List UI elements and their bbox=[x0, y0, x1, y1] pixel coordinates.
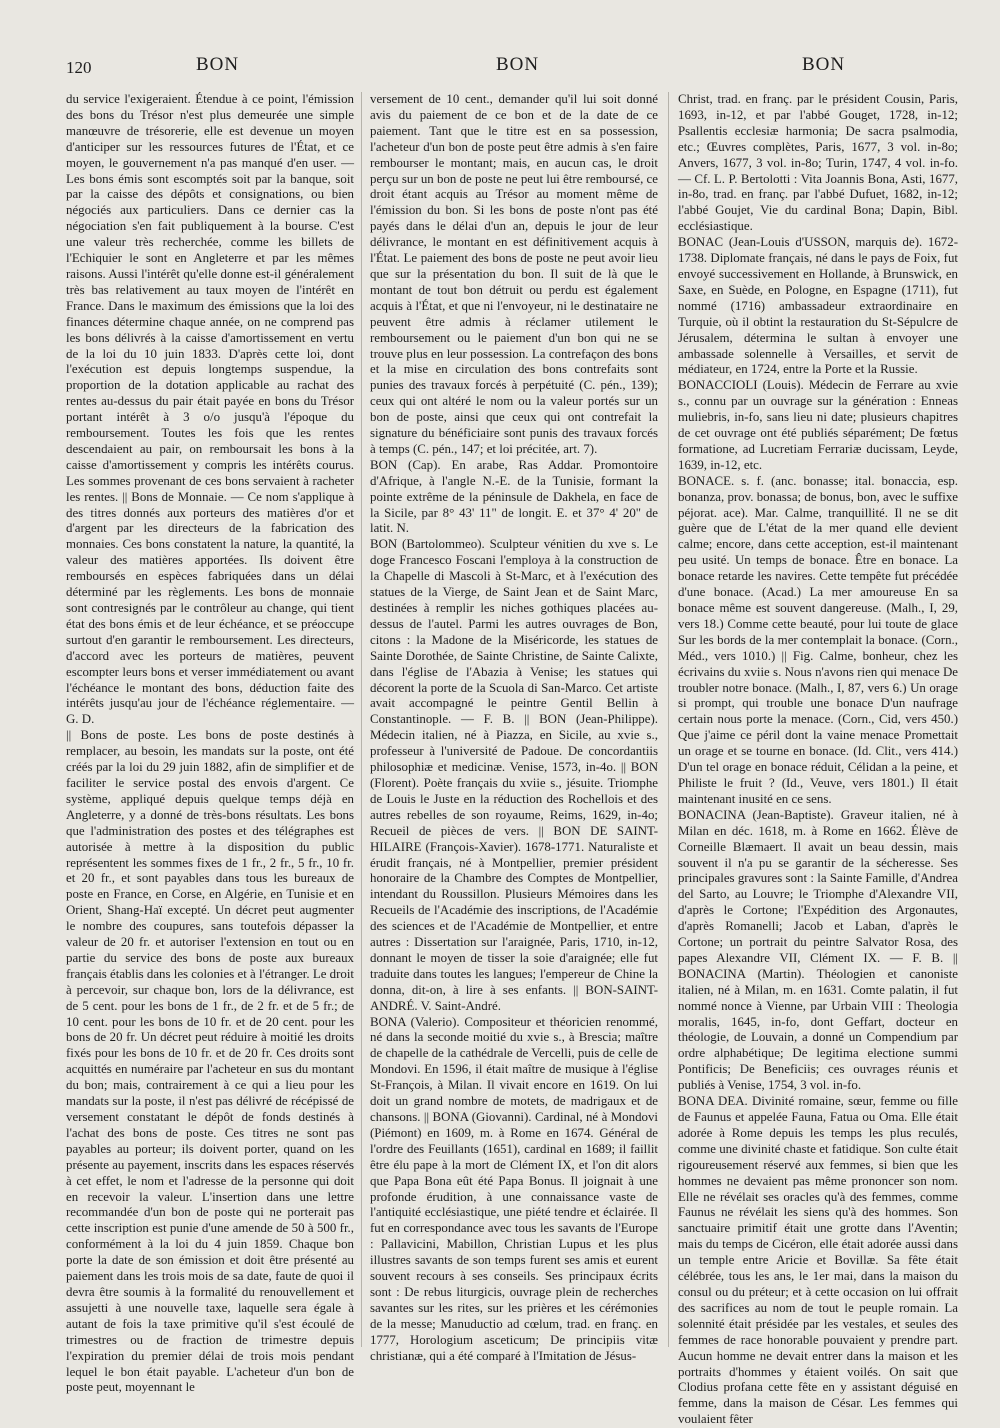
text-column-left bbox=[66, 92, 354, 1395]
page-number: 120 bbox=[66, 58, 92, 77]
paragraph: du service l'exigeraient. Étendue à ce point, l'émission des bons du Trésor n'est plus demeurée une simple manœuvre de trésorerie, elle est devenue un moyen d'anticiper sur les ressources futures de l'État, et ce moyen, le gouvernement n'a pas manqué d'en user. — Les bons émis sont escomptés soit par la banque, soit par la caisse des dépôts et consignations, ou bien négociés aux particuliers. Dans ce dernier cas la négociation s'en fait publiquement à la bourse. C'est une valeur très recherchée, comme les billets de l'Echiquier le sont en Angleterre et par les mêmes raisons. Aussi l'intérêt qu'elle donne est-il généralement très bas relativement au taux moyen de l'intérêt en France. Dans le maximum des émissions que la loi des finances détermine chaque année, on ne comprend pas les bons délivrés à la caisse d'amortissement en vertu de la loi du 10 juin 1833. D'après cette loi, dont l'exécution est depuis longtemps suspendue, la proportion de la dotation applicable au rachat des rentes au-dessus du pair était payée en bons du Trésor portant intérêt à 3 o/o jusqu'à l'époque du remboursement. Toutes les fois que les rentes descendaient au pair, on remboursait les bons à la caisse d'amortissement y compris les intérêts courus. Les sommes provenant de ces bons servaient à racheter les rentes. || Bons de Monnaie. — Ce nom s'applique à des titres donnés aux porteurs des matières d'or et d'argent par les directeurs de la fabrication des monnaies. Ces bons constatent la nature, la quantité, la valeur des matières apportées. Ils doivent être remboursés en espèces fabriquées dans un délai déterminé par les règlements. Les bons de monnaie sont contresignés par le contrôleur au change, qui tient état des bons émis et de leur échéance, et se préoccupe surtout d'en garantir le remboursement. Les directeurs, d'accord avec les porteurs de matières, peuvent escompter leurs bons et verser immédiatement ou avant l'échéance le montant des bons, déduction faite des intérêts jusqu'au jour de l'échéance réglementaire. — G. D. bbox=[66, 92, 354, 727]
text-column-right bbox=[678, 92, 958, 1427]
paragraph: BONA (Valerio). Compositeur et théoricien renommé, né dans la seconde moitié du xvie s., à Brescia; maître de chapelle de la cathédrale de Vercelli, puis de celle de Mondovi. En 1596, il était maître de musique à l'église St-François, à Milan. Il vivait encore en 1619. On lui doit un grand nombre de motets, de madrigaux et de chansons. || BONA (Giovanni). Cardinal, né à Mondovi (Piémont) en 1609, m. à Rome en 1674. Général de l'ordre des Feuillants (1651), cardinal en 1689; il faillit être élu pape à la mort de Clément IX, et l'on dit alors que Papa Bona eût été Papa Bonus. Il joignait à une profonde érudition, à une connaissance vaste de l'antiquité ecclésiastique, une piété tendre et éclairée. Il fut en correspondance avec tous les savants de l'Europe : Pallavicini, Mabillon, Christian Lupus et les plus illustres savants de son temps furent ses amis et eurent souvent recours à ses conseils. Ses principaux écrits sont : De rebus liturgicis, ouvrage plein de recherches savantes sur les rites, sur les prières et les cérémonies de la messe; Manuductio ad cœlum, trad. en franç. en 1777, Horologium asceticum; De principiis vitæ christianæ, qui a été comparé à l'Imitation de Jésus- bbox=[370, 1014, 658, 1363]
column-divider bbox=[668, 92, 669, 1347]
paragraph: versement de 10 cent., demander qu'il lui soit donné avis du paiement de ce bon et de la date de ce paiement. Tant que le titre est en sa possession, l'acheteur d'un bon de poste peut être admis à s'en faire rembourser le montant; mais, en aucun cas, le droit perçu sur un bon de poste ne peut lui être remboursé, ce droit étant acquis au Trésor au moment même de l'émission du bon. Si les bons de poste n'ont pas été payés dans le délai d'un an, depuis le jour de leur délivrance, le montant en est définitivement acquis à l'État. Le paiement des bons de poste ne peut avoir lieu que sur la présentation du bon. Il suit de là que le montant de tout bon détruit ou perdu est également acquis à l'État, et que ni l'envoyeur, ni le destinataire ne peuvent être admis à réclamer utilement le remboursement ou le paiement d'un bon qui ne se trouve plus en leur possession. La contrefaçon des bons et la mise en circulation des bons contrefaits sont punies des travaux forcés à perpétuité (C. pén., 139); ceux qui ont altéré le nom ou la valeur portés sur un bon de poste, ainsi que ceux qui ont contrefait la signature du bénéficiaire sont punis des travaux forcés à temps (C. pén., 147; et loi précitée, art. 7). bbox=[370, 92, 658, 456]
paragraph: BONA DEA. Divinité romaine, sœur, femme ou fille de Faunus et appelée Fauna, Fatua ou Oma. Elle était adorée à Rome depuis les temps les plus reculés, comme une divinité chaste et fatidique. Son culte était rigoureusement réservé aux femmes, si bien que les hommes ne devaient pas même prononcer son nom. Elle ne révélait ses oracles qu'à des femmes, comme Faunus ne révélait les siens qu'à des hommes. Son sanctuaire primitif était une grotte dans l'Aventin; mais du temps de Cicéron, elle était adorée aussi dans un temple entre Aricie et Bovillæ. Sa fête était célébrée, tous les ans, le 1er mai, dans la maison du consul ou du préteur; et à cette occasion on lui offrait des sacrifices au nom de tout le peuple romain. La solennité était présidée par les vestales, et seules des femmes de race honorable pouvaient y prendre part. Aucun homme ne devait entrer dans la maison et les portraits d'hommes y étaient voilés. On sait que Clodius profana cette fête en y assistant déguisé en femme, dans la maison de César. Les femmes qui voulaient fêter bbox=[678, 1094, 958, 1427]
paragraph: BONACCIOLI (Louis). Médecin de Ferrare au xvie s., connu par un ouvrage sur la génération : Enneas muliebris, in-fo, sans lieu ni date; plusieurs chapitres de cet ouvrage ont été publiés séparément; De fœtus formatione, ad Lucretiam Ferrariæ ducissam, Leyde, 1639, in-12, etc. bbox=[678, 378, 958, 472]
paragraph: BON (Cap). En arabe, Ras Addar. Promontoire d'Afrique, à l'angle N.-E. de la Tunisie, formant la pointe extrême de la péninsule de Dakhela, en face de la Sicile, par 8° 43' 11" de longit. E. et 37° 4' 20" de latit. N. bbox=[370, 457, 658, 536]
paragraph: BONAC (Jean-Louis d'USSON, marquis de). 1672-1738. Diplomate français, né dans le pays de Foix, fut envoyé successivement en Hollande, à Brunswick, en Saxe, en Suède, en Pologne, en Espagne (1711), fut nommé (1716) ambassadeur extraordinaire en Turquie, où il obtint la restauration du St-Sépulcre de Jérusalem, détermina le sultan à envoyer une ambassade solennelle à Versailles, et servit de médiateur, en 1724, entre la Porte et la Russie. bbox=[678, 235, 958, 377]
paragraph: BON (Bartolommeo). Sculpteur vénitien du xve s. Le doge Francesco Foscani l'employa à la construction de la Chapelle di Mascoli à St-Marc, et à l'exécution des statues de la Vierge, de Saint Jean et de Saint Marc, destinées à remplir les niches gothiques placées au-dessus de l'autel. Parmi les autres ouvrages de Bon, citons : la Madone de la Miséricorde, les statues de Sainte Dorothée, de Sainte Christine, de Sainte Calixte, dans l'église de l'Abazia à Venise; les statues qui décorent la porte de la Scuola di San-Marco. Cet artiste avait accompagné le peintre Gentil Bellin à Constantinople. — F. B. || BON (Jean-Philippe). Médecin italien, né à Piazza, en Sicile, au xvie s., professeur à l'université de Padoue. De concordantiis philosophiæ et medicinæ. Venise, 1573, in-4o. || BON (Florent). Poète français du xviie s., jésuite. Triomphe de Louis le Juste en la réduction des Rochellois et des autres rebelles de son royaume, Reims, 1629, in-4o; Recueil de pièces de vers. || BON DE SAINT-HILAIRE (François-Xavier). 1678-1771. Naturaliste et érudit français, né à Montpellier, premier président honoraire de la Chambre des Comptes de Montpellier, intendant du Roussillon. Plusieurs Mémoires dans les Recueils de l'Académie des inscriptions, de l'Académie des sciences et de l'Académie de Montpellier, et entre autres : Dissertation sur l'araignée, Paris, 1710, in-12, donnant le moyen de tisser la soie d'araignée; elle fut traduite dans toutes les langues; l'empereur de Chine la donna, dit-on, à lire à ses enfants. || BON-SAINT-ANDRÉ. V. Saint-André. bbox=[370, 537, 658, 1013]
paragraph: || Bons de poste. Les bons de poste destinés à remplacer, au besoin, les mandats sur la poste, ont été créés par la loi du 29 juin 1882, afin de simplifier et de faciliter le service postal des envois d'argent. Ce système, appliqué depuis quelque temps déjà en Angleterre, y a donné de très-bons résultats. Les bons que l'administration des postes et des télégraphes est autorisée à mettre à la disposition du public représentent les sommes fixes de 1 fr., 2 fr., 5 fr., 10 fr. et 20 fr., et sont payables dans tous les bureaux de poste en France, en Corse, en Algérie, en Tunisie et en Orient, Shang-Haï excepté. Un décret peut augmenter le nombre des coupures, sans toutefois dépasser la valeur de 20 fr. et autoriser l'extension en tout ou en partie du service des bons de poste aux bureaux français établis dans les colonies et à l'étranger. Le droit à percevoir, sur chaque bon, lors de la délivrance, est de 5 cent. pour les bons de 1 fr., de 2 fr. et de 5 fr.; de 10 cent. pour les bons de 10 fr. et de 20 cent. pour les bons de 20 fr. Un décret peut réduire à moitié les droits fixés pour les bons de 10 fr. et de 20 fr. Ces droits sont acquittés en numéraire par l'acheteur en sus du montant du bon; mais, contrairement à ce qui a lieu pour les mandats sur la poste, il n'est pas délivré de récépissé de versement constatant le dépôt de fonds destinés à l'achat des bons de poste. Ces titres ne sont pas payables au porteur; ils doivent porter, quand on les présente au payement, inscrits dans les espaces réservés à cet effet, le nom et l'adresse de la personne qui doit en recevoir la valeur. L'insertion dans une lettre recommandée d'un bon de poste qui ne porterait pas cette inscription est punie d'une amende de 50 à 500 fr., conformément à la loi du 4 juin 1859. Chaque bon porte la date de son émission et doit être présenté au paiement dans les trois mois de sa date, faute de quoi il devra être soumis à la formalité du renouvellement et assujetti à une nouvelle taxe, laquelle sera égale à autant de fois la taxe primitive qu'il s'est écoulé de trimestres ou de fraction de trimestre depuis l'expiration du premier délai de trois mois pendant lequel le bon était payable. L'acheteur d'un bon de poste peut, moyennant le bbox=[66, 728, 354, 1395]
running-headword-center: BON bbox=[496, 54, 540, 75]
running-headword-right: BON bbox=[802, 54, 846, 75]
paragraph: Christ, trad. en franç. par le président Cousin, Paris, 1693, in-12, et par l'abbé Gouget, 1728, in-12; Psallentis ecclesiæ harmonia; De sacra psalmodia, etc.; Œuvres complètes, Paris, 1677, 3 vol. in-8o; Anvers, 1677, 3 vol. in-8o; Turin, 1747, 4 vol. in-fo. — Cf. L. P. Bertolotti : Vita Joannis Bona, Asti, 1677, in-8o, trad. en franç. par l'abbé Dufuet, 1682, in-12; l'abbé Goujet, Vie du cardinal Bona; Dapin, Bibl. ecclésiastique. bbox=[678, 92, 958, 234]
column-divider bbox=[361, 92, 362, 1347]
paragraph: BONACE. s. f. (anc. bonasse; ital. bonaccia, esp. bonanza, prov. bonassa; de bonus, bon, avec le suffixe péjorat. ace). Mar. Calme, tranquillité. Il ne se dit guère que de L'état de la mer quand elle devient calme; encore, dans cette acception, est-il maintenant peu usité. Un temps de bonace. Être en bonace. La bonace retarde les navires. Cette tempête fut précédée d'une bonace. (Acad.) La mer amoureuse En sa bonace même est souvent dangereuse. (Malh., I, 29, vers 18.) Comme cette beauté, pour lui toute de glace Sur les bords de la mer contemplait la bonace. (Corn., Méd., vers 1010.) || Fig. Calme, bonheur, chez les écrivains du xviie s. Nous n'avons rien qui menace De troubler notre bonace. (Malh., I, 87, vers 6.) Un orage si prompt, qui trouble une bonace D'un naufrage certain nous porte la menace. (Corn., Cid, vers 450.) Que j'aime ce péril dont la vaine menace Promettait un orage et se tourne en bonace. (Id. Clit., vers 414.) D'un tel orage en bonace réduit, Célidan a la peine, et Philiste le fruit ? (Id., Veuve, vers 1801.) Il était maintenant inusité en ce sens. bbox=[678, 473, 958, 806]
text-column-middle bbox=[370, 92, 658, 1363]
paragraph: BONACINA (Jean-Baptiste). Graveur italien, né à Milan en déc. 1618, m. à Rome en 1662. Élève de Corneille Blæmaert. Il avait un beau dessin, mais souvent il n'a pu se garantir de la sécheresse. Ses principales gravures sont : la Sainte Famille, d'Andrea del Sarto, au Louvre; le Triomphe d'Alexandre VII, d'après le Cortone; l'Expédition des Argonautes, d'après Romanelli; Jacob et Laban, d'après le Cortone; un portrait du peintre Salvator Rosa, des papes Alexandre VII, Clément IX. — F. B. || BONACINA (Martin). Théologien et canoniste italien, né à Milan, m. en 1631. Comte palatin, il fut nommé nonce à Vienne, par Urbain VIII : Theologia moralis, 1645, in-fo, dont Geffart, docteur en théologie, de Louvain, a donné un Compendium par ordre alphabétique; De legitima electione summi Pontificis; De Beneficiis; ces ouvrages réunis et publiés à Venise, 1754, 3 vol. in-fo. bbox=[678, 807, 958, 1093]
running-headword-left: BON bbox=[196, 54, 240, 75]
running-header bbox=[66, 52, 950, 84]
